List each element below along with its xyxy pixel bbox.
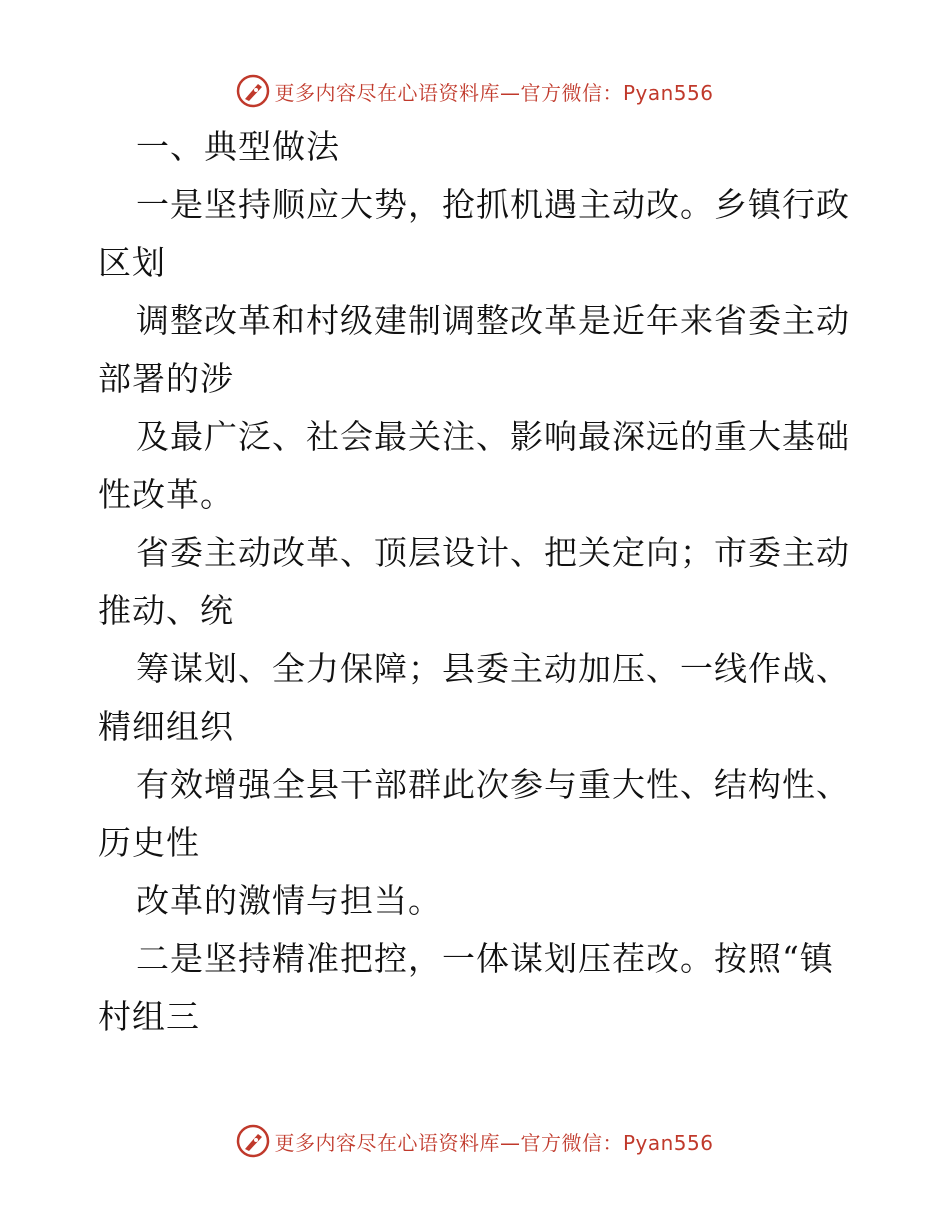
header-banner	[0, 71, 950, 111]
pen-nib-logo-icon	[236, 74, 270, 108]
document-body	[98, 118, 858, 1046]
paragraph-line: 筹谋划、全力保障；县委主动加压、一线作战、	[136, 649, 850, 688]
paragraph-line: 历史性	[98, 823, 200, 862]
pen-nib-logo-icon	[236, 1124, 270, 1158]
paragraph-line: 精细组织	[98, 707, 234, 746]
paragraph-line: 一是坚持顺应大势，抢抓机遇主动改。乡镇行政	[136, 185, 850, 224]
paragraph-line: 二是坚持精准把控，一体谋划压茬改。按照“镇	[136, 939, 834, 978]
paragraph-line: 部署的涉	[98, 359, 234, 398]
section-heading: 一、典型做法	[136, 127, 340, 166]
paragraph-line: 及最广泛、社会最关注、影响最深远的重大基础	[136, 417, 850, 456]
paragraph-line: 有效增强全县干部群此次参与重大性、结构性、	[136, 765, 850, 804]
paragraph-line: 性改革。	[98, 475, 234, 514]
paragraph-line: 村组三	[98, 997, 200, 1036]
paragraph-line: 区划	[98, 243, 166, 282]
footer-banner	[0, 1121, 950, 1161]
footer-banner-text: 更多内容尽在心语资料库—官方微信：Pyan556	[274, 1130, 714, 1155]
paragraph-line: 调整改革和村级建制调整改革是近年来省委主动	[136, 301, 850, 340]
paragraph-line: 改革的激情与担当。	[136, 881, 442, 920]
paragraph-line: 省委主动改革、顶层设计、把关定向；市委主动	[136, 533, 850, 572]
paragraph-line: 推动、统	[98, 591, 234, 630]
header-banner-text: 更多内容尽在心语资料库—官方微信：Pyan556	[274, 80, 714, 105]
